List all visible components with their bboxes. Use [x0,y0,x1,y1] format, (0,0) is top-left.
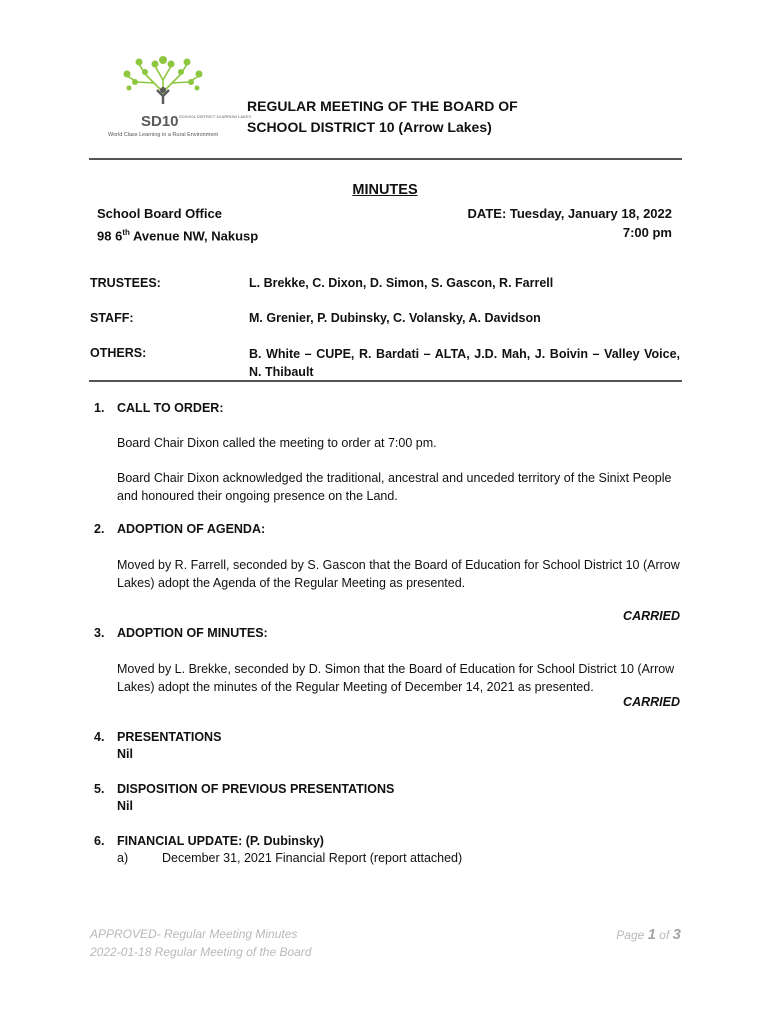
address-number: 98 6 [97,228,123,244]
footer-text [90,925,311,961]
section-title-financial-update: FINANCIAL UPDATE: (P. Dubinsky) [117,834,324,848]
section-number: 5. [94,782,105,796]
title-line-1: REGULAR MEETING OF THE BOARD OF [247,98,518,114]
address-street: Avenue NW, Nakusp [129,228,259,244]
location-line-2 [97,223,258,245]
page-current: 1 [647,926,656,943]
section-title-call-to-order: CALL TO ORDER: [117,401,224,415]
minutes-heading: MINUTES [352,182,418,198]
others-label: OTHERS: [90,346,147,360]
page-of: of [655,928,673,942]
item-letter: a) [117,851,129,865]
trustees-value: L. Brekke, C. Dixon, D. Simon, S. Gascon, R. Farrell [249,276,554,290]
meeting-date [468,204,672,242]
location-line-1: School Board Office [97,206,222,221]
section-title-disposition: DISPOSITION OF PREVIOUS PRESENTATIONS [117,782,395,796]
section-number: 1. [94,401,105,415]
title-line-2: SCHOOL DISTRICT 10 (Arrow Lakes) [247,119,492,135]
staff-value: M. Grenier, P. Dubinsky, C. Volansky, A. Davidson [249,311,541,325]
carried-label: CARRIED [623,609,680,623]
trustees-label: TRUSTEES: [90,276,161,290]
header-divider [89,158,682,160]
others-value: B. White – CUPE, R. Bardati – ALTA, J.D. Mah, J. Boivin – Valley Voice, N. Thibault [249,347,680,379]
section-title-adoption-of-agenda: ADOPTION OF AGENDA: [117,522,266,536]
page-number [616,926,681,943]
section-sub-nil: Nil [117,747,133,761]
footer-line-2: 2022-01-18 Regular Meeting of the Board [90,945,312,959]
time-line: 7:00 pm [622,225,672,240]
section-paragraph: Moved by R. Farrell, seconded by S. Gascon that the Board of Education for School District 10 (Arrow Lakes) adopt the Agenda of the Regular Meeting as presented. [117,558,680,590]
attendance-divider [89,380,682,382]
page-word: Page [616,928,648,942]
section-paragraph: Board Chair Dixon acknowledged the traditional, ancestral and unceded territory of the Sinixt People and honoured their ongoing presence on the Land. [117,471,672,503]
section-number: 6. [94,834,105,848]
section-title-presentations: PRESENTATIONS [117,730,222,744]
document-title [247,96,518,138]
page-total: 3 [672,926,681,943]
sd10-logo [97,52,252,144]
logo-tagline: World Class Learning in a Rural Environment [108,132,218,138]
carried-label: CARRIED [623,695,680,709]
section-paragraph: Moved by L. Brekke, seconded by D. Simon that the Board of Education for School District 10 (Arrow Lakes) adopt the minutes of the Regular Meeting of December 14, 2021 as presented. [117,662,675,694]
section-number: 2. [94,522,105,536]
tree-logo-graphic [97,52,252,132]
meeting-location [97,204,258,245]
logo-wordmark: SD10 [141,113,179,130]
staff-label: STAFF: [90,311,134,325]
logo-wordmark-sub: SCHOOL DISTRICT 10 ARROW LAKES [179,114,252,119]
section-paragraph: Board Chair Dixon called the meeting to order at 7:00 pm. [117,436,437,450]
section-title-adoption-of-minutes: ADOPTION OF MINUTES: [117,626,268,640]
address-suffix: th [122,228,130,237]
section-number: 4. [94,730,105,744]
footer-line-1: APPROVED- Regular Meeting Minutes [90,927,298,941]
section-sub-nil: Nil [117,799,133,813]
item-text-financial-report: December 31, 2021 Financial Report (report attached) [162,851,463,865]
section-number: 3. [94,626,105,640]
date-line: DATE: Tuesday, January 18, 2022 [467,206,672,221]
